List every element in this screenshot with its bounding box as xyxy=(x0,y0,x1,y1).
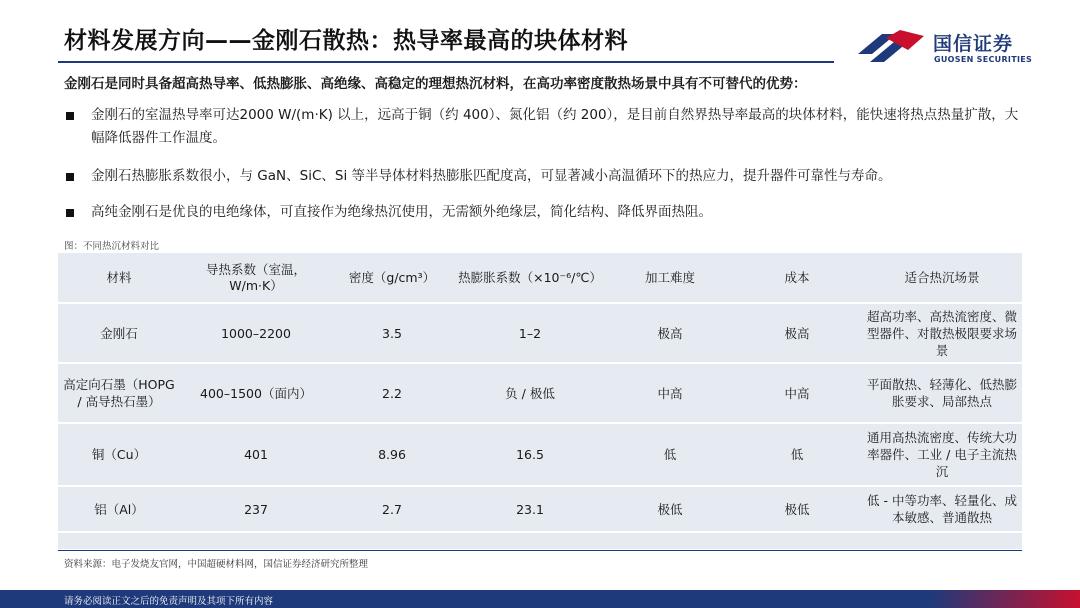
cell-cost: 中高 xyxy=(732,364,862,424)
square-bullet-icon xyxy=(66,209,74,217)
material-comparison-table xyxy=(58,253,1022,533)
page-title: 材料发展方向——金刚石散热：热导率最高的块体材料 xyxy=(64,28,628,54)
table-row xyxy=(58,487,1022,533)
header-density: 密度（g/cm³） xyxy=(332,253,452,304)
cell-processing-difficulty: 低 xyxy=(608,424,732,487)
header-cost: 成本 xyxy=(732,253,862,304)
disclaimer-text: 请务必阅读正文之后的免责声明及其项下所有内容 xyxy=(64,596,274,607)
bullet-item xyxy=(64,104,1024,150)
cell-application-scenario: 低 - 中等功率、轻量化、成本敏感、普通散热 xyxy=(862,487,1022,533)
intro-text: 金刚石是同时具备超高热导率、低热膨胀、高绝缘、高稳定的理想热沉材料，在高功率密度散热场景中具有不可替代的优势： xyxy=(64,76,807,92)
cell-material: 铝（Al） xyxy=(58,487,180,533)
cell-thermal-expansion: 16.5 xyxy=(452,424,608,487)
cell-density: 8.96 xyxy=(332,424,452,487)
footer-accent-stripe xyxy=(850,590,1080,608)
square-bullet-icon xyxy=(66,112,74,120)
guosen-logo xyxy=(856,24,1036,68)
cell-thermal-conductivity: 1000–2200 xyxy=(180,304,332,364)
table-row xyxy=(58,424,1022,487)
bullet-text: 高纯金刚石是优良的电绝缘体，可直接作为绝缘热沉使用，无需额外绝缘层，简化结构、降低界面热阻。 xyxy=(91,204,712,220)
cell-thermal-expansion: 1–2 xyxy=(452,304,608,364)
cell-material: 铜（Cu） xyxy=(58,424,180,487)
cell-material: 金刚石 xyxy=(58,304,180,364)
figure-caption: 图：不同热沉材料对比 xyxy=(64,241,160,252)
header-material: 材料 xyxy=(58,253,180,304)
table-row xyxy=(58,364,1022,424)
logo-name-cn: 国信证券 xyxy=(933,33,1014,55)
cell-thermal-expansion: 23.1 xyxy=(452,487,608,533)
guosen-logo-icon xyxy=(856,28,926,64)
cell-application-scenario: 超高功率、高热流密度、微型器件、对散热极限要求场景 xyxy=(862,304,1022,364)
footer-divider xyxy=(58,550,1022,551)
bullet-text: 金刚石热膨胀系数很小，与 GaN、SiC、Si 等半导体材料热膨胀匹配度高，可显著减小高温循环下的热应力，提升器件可靠性与寿命。 xyxy=(91,168,892,184)
square-bullet-icon xyxy=(66,173,74,181)
header-thermal-expansion: 热膨胀系数（×10⁻⁶/℃） xyxy=(452,253,608,304)
header-thermal-conductivity: 导热系数（室温，W/m·K） xyxy=(180,253,332,304)
cell-application-scenario: 平面散热、轻薄化、低热膨胀要求、局部热点 xyxy=(862,364,1022,424)
bullet-text: 金刚石的室温热导率可达2000 W/(m·K) 以上，远高于铜（约 400）、氮化铝（约 200），是目前自然界热导率最高的块体材料，能快速将热点热量扩散，大幅降低器件工作温度。 xyxy=(91,107,1019,146)
logo-name-en: GUOSEN SECURITIES xyxy=(934,55,1033,64)
cell-processing-difficulty: 中高 xyxy=(608,364,732,424)
cell-application-scenario: 通用高热流密度、传统大功率器件、工业 / 电子主流热沉 xyxy=(862,424,1022,487)
cell-thermal-conductivity: 400–1500（面内） xyxy=(180,364,332,424)
bullet-item xyxy=(64,201,1024,224)
cell-cost: 极低 xyxy=(732,487,862,533)
table-row xyxy=(58,304,1022,364)
header-application-scenario: 适合热沉场景 xyxy=(862,253,1022,304)
bullet-item xyxy=(64,165,1024,188)
table-header-row xyxy=(58,253,1022,304)
comparison-table-container xyxy=(58,253,1022,549)
bullet-list xyxy=(64,104,1024,237)
cell-processing-difficulty: 极高 xyxy=(608,304,732,364)
cell-density: 2.7 xyxy=(332,487,452,533)
cell-cost: 低 xyxy=(732,424,862,487)
title-divider xyxy=(58,61,834,63)
cell-density: 2.2 xyxy=(332,364,452,424)
cell-processing-difficulty: 极低 xyxy=(608,487,732,533)
cell-thermal-conductivity: 401 xyxy=(180,424,332,487)
source-note: 资料来源：电子发烧友官网，中国超硬材料网，国信证券经济研究所整理 xyxy=(64,559,369,570)
cell-material: 高定向石墨（HOPG / 高导热石墨） xyxy=(58,364,180,424)
header-processing-difficulty: 加工难度 xyxy=(608,253,732,304)
cell-cost: 极高 xyxy=(732,304,862,364)
cell-thermal-expansion: 负 / 极低 xyxy=(452,364,608,424)
cell-density: 3.5 xyxy=(332,304,452,364)
cell-thermal-conductivity: 237 xyxy=(180,487,332,533)
